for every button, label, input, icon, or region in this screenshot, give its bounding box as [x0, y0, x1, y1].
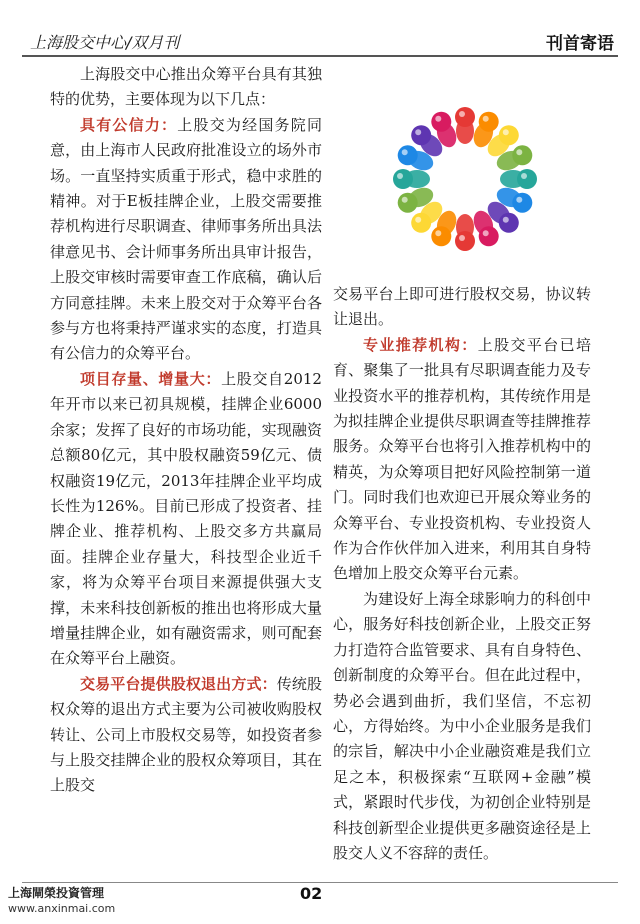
figure-head	[499, 213, 519, 233]
exit-continued: 交易平台上即可进行股权交易，协议转让退出。	[333, 285, 591, 329]
figure-highlight	[483, 116, 489, 122]
figure-highlight	[459, 235, 465, 241]
figure-head	[398, 145, 418, 165]
section-title: 刊首寄语	[546, 34, 614, 54]
project-volume-body: 上股交自2012年开市以来已初具规模，挂牌企业6000余家；发挥了良好的市场功能，实现融资总额80亿元，其中股权融资59亿元、债权融资19亿元，2013年挂牌企业平均成长性为126%。目前已形成了投资者、挂牌企业、推荐机构、上股交多方共赢局面。挂牌企业存量大，科技型企业近千家，将为众筹平台项目来源提供强大支撑，未来科技创新板的推出也将形成大量增量挂牌企业，如有融资需求，则可配套在众筹平台上融资。	[50, 369, 322, 668]
figure-head	[431, 226, 451, 246]
figure-head	[431, 112, 451, 132]
figure-head	[512, 193, 532, 213]
recommender-heading: 专业推荐机构：	[363, 335, 478, 354]
exit-heading: 交易平台提供股权退出方式：	[80, 674, 277, 693]
figure-head	[455, 107, 475, 127]
figure-head	[398, 193, 418, 213]
figure-highlight	[503, 129, 509, 135]
figure-highlight	[516, 149, 522, 155]
figure-head	[479, 112, 499, 132]
figure-highlight	[415, 217, 421, 223]
exit-body: 传统股权众筹的退出方式主要为公司被收购股权转让、公司上市股权交易等，如投资者参与上股交挂牌企业的股权众筹项目，其在上股交	[50, 674, 322, 795]
recommender-body: 上股交平台已培育、聚集了一批具有尽职调查能力及专业投资水平的推荐机构，其传统作用是为拟挂牌企业提供尽职调查等挂牌推荐服务。众筹平台也将引入推荐机构中的精英，为众筹项目把好风险控制第一道门。同时我们也欢迎已开展众筹业务的众筹平台、专业投资机构、专业投资人作为合作伙伴加入进来，利用其自身特色增加上股交众筹平台元素。	[333, 335, 591, 583]
figure-head	[479, 226, 499, 246]
figure-highlight	[402, 149, 408, 155]
figure-highlight	[503, 217, 509, 223]
page-number: 02	[300, 884, 323, 903]
figure-highlight	[435, 116, 441, 122]
footer-website: www.anxinmai.com	[8, 902, 116, 915]
credibility-body: 上股交为经国务院同意，由上海市人民政府批准设立的场外市场。一直坚持实质重于形式，稳中求胜的精神。对于E板挂牌企业，上股交需要推荐机构进行尽职调查、律师事务所出具法律意见书、会计师事务所出具审计报告，上股交审核时需要审查工作底稿，确认后方同意挂牌。未来上股交对于众筹平台各参与方也将秉持严谨求实的态度，打造具有公信力的众筹平台。	[50, 115, 322, 363]
credibility-heading: 具有公信力：	[80, 115, 178, 134]
header-divider	[22, 55, 618, 57]
figure-head	[455, 231, 475, 251]
closing-paragraph: 为建设好上海全球影响力的科创中心，服务好科技创新企业，上股交正努力打造符合监管要求、具有自身特色、创新制度的众筹平台。但在此过程中，势必会遇到曲折，我们坚信，不忘初心，方得始终。为中小企业服务是我们的宗旨，解决中小企业融资难是我们立足之本，积极探索“互联网+金融”模式，紧跟时代步伐，为初创企业特别是科技创新型企业提供更多融资途径是上股交人义不容辞的责任。	[333, 589, 591, 862]
recommender-paragraph	[333, 333, 591, 587]
figure-head	[517, 169, 537, 189]
figure-head	[512, 145, 532, 165]
figure-highlight	[459, 111, 465, 117]
left-column	[50, 62, 322, 799]
figure-head	[393, 169, 413, 189]
figure-head	[499, 125, 519, 145]
figure-head	[411, 125, 431, 145]
figure-highlight	[402, 197, 408, 203]
figure-highlight	[483, 230, 489, 236]
right-column	[333, 282, 591, 866]
exit-paragraph	[50, 672, 322, 799]
figure-highlight	[397, 173, 403, 179]
footer-divider	[22, 882, 618, 883]
figure-highlight	[516, 197, 522, 203]
figure-highlight	[415, 129, 421, 135]
credibility-paragraph	[50, 113, 322, 367]
figure-highlight	[435, 230, 441, 236]
project-volume-heading: 项目存量、增量大：	[80, 369, 222, 388]
footer-organization: 上海閘榮投資管理	[8, 886, 105, 900]
intro-paragraph: 上海股交中心推出众筹平台具有其独特的优势，主要体现为以下几点：	[50, 65, 322, 109]
people-circle-icon	[365, 92, 565, 266]
figure-head	[411, 213, 431, 233]
project-volume-paragraph	[50, 367, 322, 672]
page-header	[22, 22, 618, 56]
magazine-title: 上海股交中心/双月刊	[30, 33, 180, 52]
figure-highlight	[521, 173, 527, 179]
